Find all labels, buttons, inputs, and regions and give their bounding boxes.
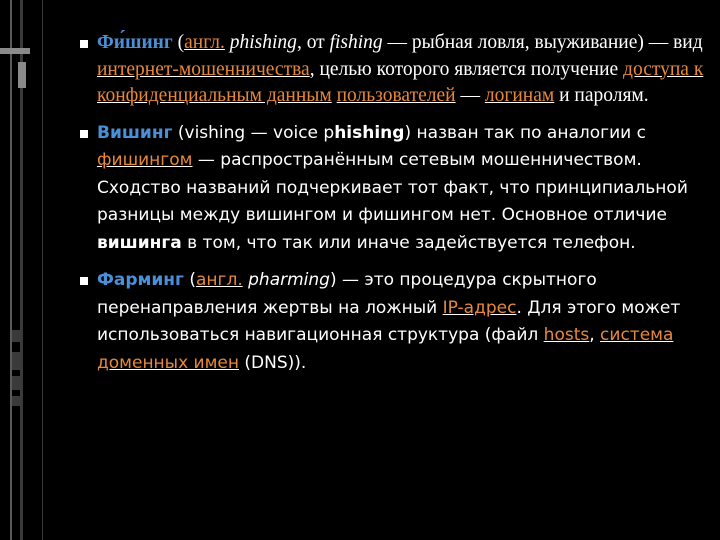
bullet-square-icon	[80, 130, 88, 138]
decorative-bar	[18, 62, 26, 88]
link-engl[interactable]: англ.	[195, 270, 243, 290]
text-italic: fishing	[329, 32, 383, 53]
text: ) назван так по аналогии с	[404, 122, 646, 143]
text: ) — это процедура скрытного перенаправления жертвы на ложный	[97, 270, 597, 318]
text: , целью которого является получение	[309, 58, 624, 80]
decorative-bar	[12, 352, 20, 370]
decorative-bar	[0, 48, 30, 54]
link-internet-fraud[interactable]: интернет-мошенничества	[97, 58, 310, 80]
text: ,	[589, 325, 601, 345]
text: (	[183, 270, 196, 290]
link-engl[interactable]: англ.	[184, 32, 225, 53]
link-access-data[interactable]: доступа к конфиденциальным данным	[97, 58, 704, 106]
text: —	[455, 85, 485, 106]
decorative-bar	[42, 0, 43, 540]
link-ip-address[interactable]: IP-адрес	[442, 297, 517, 318]
text: (	[172, 32, 185, 53]
text: (vishing — voice p	[172, 122, 335, 143]
bullet-square-icon	[80, 277, 88, 285]
decorative-bar	[12, 376, 20, 390]
bullet-square-icon	[80, 40, 88, 48]
text-bold: hishing	[334, 122, 405, 143]
link-dns[interactable]: система доменных имен	[97, 325, 674, 373]
link-phishing[interactable]: фишингом	[97, 150, 193, 170]
bullet-vishing	[77, 120, 709, 258]
text: , от	[296, 32, 330, 53]
term-phishing: Фи́шинг	[97, 32, 173, 53]
slide-content	[77, 30, 709, 387]
text-bold: вишинга	[97, 232, 182, 253]
bullet-phishing	[77, 30, 709, 110]
text-italic: pharming	[248, 270, 330, 290]
term-pharming: Фарминг	[97, 270, 184, 290]
text: — распространённым сетевым мошенничеством. Сходство названий подчеркивает тот факт, что принципиальной разницы между вишингом и фишингом нет. Основное отличие	[97, 150, 688, 225]
text: . Для этого может использоваться навигационная структура (файл	[97, 297, 681, 345]
bullet-pharming	[77, 267, 709, 377]
text-italic: phishing	[229, 32, 297, 53]
link-users[interactable]: пользователей	[336, 85, 456, 106]
text: — рыбная ловля, выуживание) — вид	[382, 32, 703, 53]
text: в том, что так или иначе задействуется телефон.	[181, 232, 636, 253]
decorative-bar	[12, 330, 20, 342]
decorative-bar	[12, 396, 20, 406]
term-vishing: Вишинг	[97, 122, 173, 143]
text: (DNS)).	[239, 352, 307, 373]
text: и паролям.	[554, 85, 649, 106]
decorative-bar	[10, 0, 12, 540]
link-hosts[interactable]: hosts	[543, 325, 590, 345]
link-logins[interactable]: логинам	[484, 85, 555, 106]
